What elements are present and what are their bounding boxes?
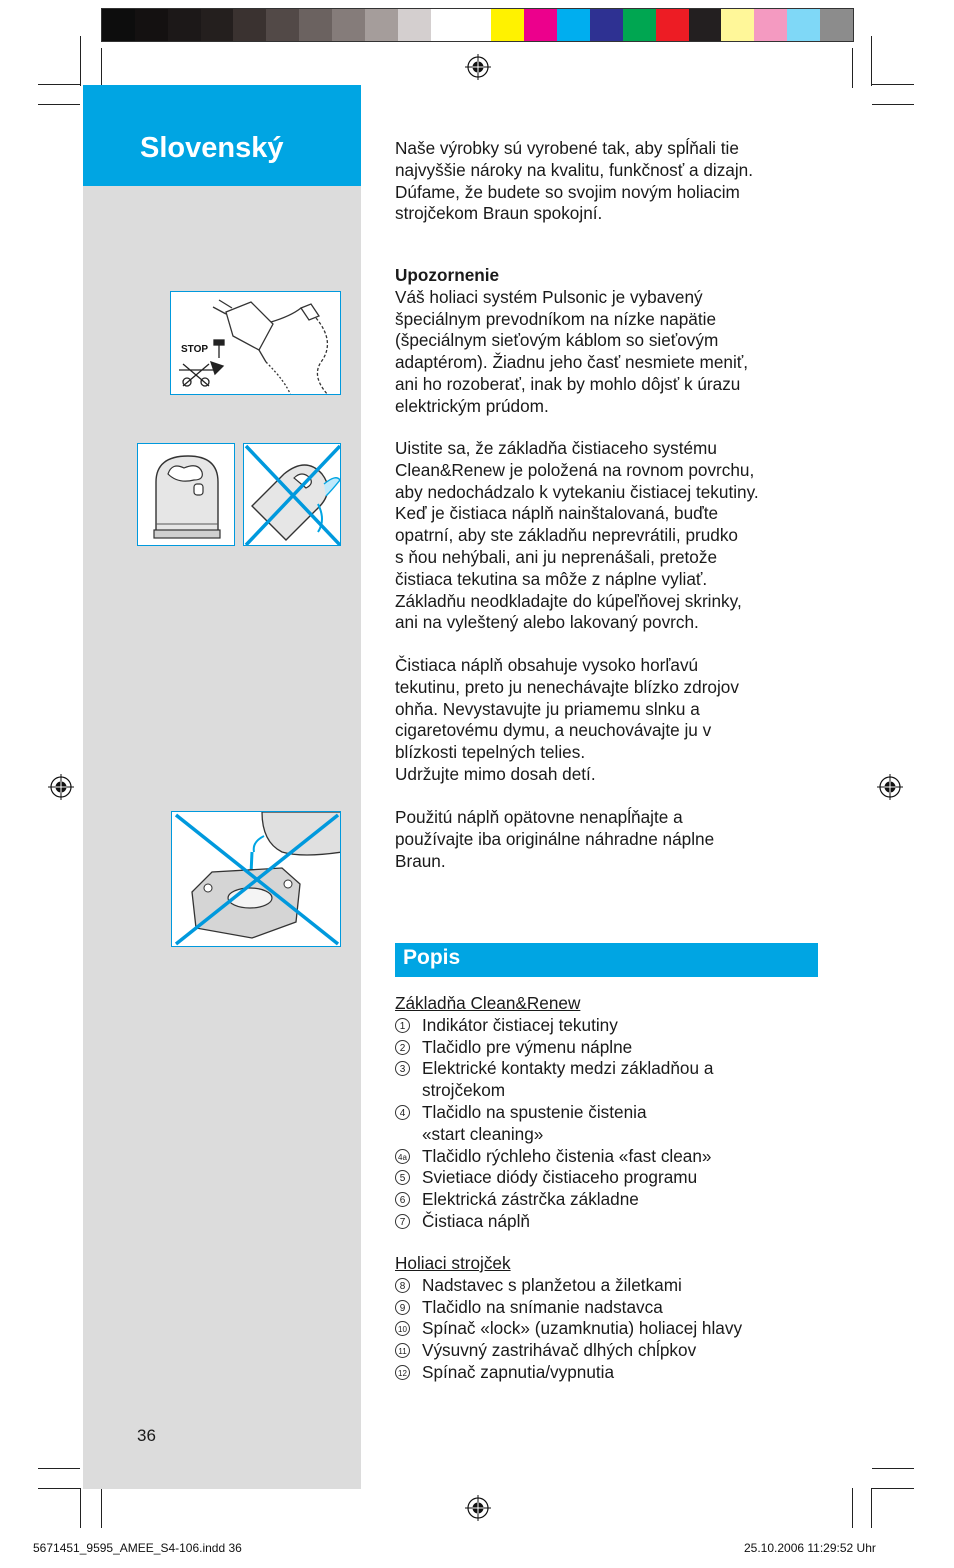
- list-item: [395, 1362, 825, 1384]
- warning-paragraph-4: Použitú náplň opätovne nenapĺňajte a používajte iba originálne náhradne náplne Braun.: [395, 807, 715, 871]
- crop-mark: [80, 1488, 81, 1528]
- adapter-cable-illustration-icon: [171, 292, 341, 395]
- item-number-badge: 1: [395, 1018, 410, 1033]
- color-swatch: [689, 9, 722, 41]
- figure-base-tipped: [243, 443, 341, 546]
- item-number-badge: 9: [395, 1300, 410, 1315]
- crop-mark: [852, 1488, 853, 1528]
- list-item: [395, 1297, 825, 1319]
- list-item: [395, 1058, 825, 1102]
- crop-mark: [871, 36, 872, 86]
- color-swatch: [398, 9, 431, 41]
- shaver-list-heading: Holiaci strojček: [395, 1253, 511, 1273]
- item-text: Indikátor čistiacej tekutiny: [422, 1014, 618, 1035]
- list-item: [395, 1146, 825, 1168]
- color-swatch: [299, 9, 332, 41]
- shaver-parts-list: [395, 1253, 825, 1384]
- list-item: [395, 1102, 825, 1146]
- color-swatch: [590, 9, 623, 41]
- color-swatch: [623, 9, 656, 41]
- figure-refill-crossed: [171, 811, 341, 947]
- item-number-badge: 4a: [395, 1149, 410, 1164]
- color-swatch: [721, 9, 754, 41]
- base-list-heading: Základňa Clean&Renew: [395, 993, 581, 1013]
- color-swatch: [656, 9, 689, 41]
- color-swatch: [332, 9, 365, 41]
- item-text: Tlačidlo na spustenie čistenia «start cleaning»: [422, 1101, 647, 1144]
- crop-mark: [101, 48, 102, 88]
- color-swatch: [365, 9, 398, 41]
- warning-paragraph-1: Váš holiaci systém Pulsonic je vybavený špeciálnym prevodníkom na nízke napätie (špeciálnym sieťovým káblom so sieťovým adaptérom). Žiadnu jeho časť nesmiete meniť, ani ho rozoberať, inak by mohlo dôjsť k úrazu elektrickým prúdom.: [395, 286, 748, 416]
- registration-mark-icon: [877, 774, 903, 800]
- registration-mark-icon: [465, 54, 491, 80]
- crop-mark: [80, 36, 81, 86]
- crop-mark: [871, 1488, 872, 1528]
- list-item: [395, 1037, 825, 1059]
- item-number-badge: 12: [395, 1365, 410, 1380]
- item-number-badge: 2: [395, 1040, 410, 1055]
- color-swatch: [135, 9, 168, 41]
- section-title: Popis: [403, 946, 461, 969]
- item-text: Elektrické kontakty medzi základňou a strojčekom: [422, 1058, 714, 1101]
- crop-mark: [872, 104, 914, 105]
- item-number-badge: 6: [395, 1192, 410, 1207]
- color-swatch: [524, 9, 557, 41]
- page-title: Slovenský: [140, 132, 284, 164]
- intro-paragraph: [395, 138, 825, 225]
- warning-heading: Upozornenie: [395, 265, 500, 285]
- crop-mark: [872, 1468, 914, 1469]
- footer-timestamp: 25.10.2006 11:29:52 Uhr: [744, 1541, 876, 1555]
- crop-mark: [38, 84, 80, 85]
- crop-mark: [38, 1488, 80, 1489]
- list-item: [395, 1167, 825, 1189]
- registration-mark-icon: [48, 774, 74, 800]
- item-number-badge: 7: [395, 1214, 410, 1229]
- registration-mark-icon: [465, 1495, 491, 1521]
- color-swatch: [787, 9, 820, 41]
- item-text: Elektrická zástrčka základne: [422, 1189, 639, 1210]
- color-swatch: [102, 9, 135, 41]
- list-item: [395, 1189, 825, 1211]
- color-swatch: [431, 9, 464, 41]
- cleaning-base-illustration-icon: [138, 444, 235, 546]
- item-text: Nadstavec s planžetou a žiletkami: [422, 1274, 682, 1295]
- page-number: 36: [137, 1426, 156, 1445]
- list-item: [395, 1340, 825, 1362]
- warning-block: [395, 265, 825, 418]
- item-number-badge: 5: [395, 1170, 410, 1185]
- item-text: Tlačidlo rýchleho čistenia «fast clean»: [422, 1145, 712, 1166]
- color-calibration-bar: [101, 8, 854, 42]
- footer-file-info: 5671451_9595_AMEE_S4-106.indd 36: [33, 1541, 242, 1555]
- crop-mark: [852, 48, 853, 88]
- list-item: [395, 1015, 825, 1037]
- base-parts-list: [395, 993, 825, 1233]
- warning-paragraph-4-block: [395, 807, 825, 872]
- intro-text: Naše výrobky sú vyrobené tak, aby spĺňali tie najvyššie nároky na kvalitu, funkčnosť a dizajn. Dúfame, že budete so svojim novým holiacim strojčekom Braun spokojní.: [395, 138, 754, 224]
- item-text: Výsuvný zastrihávač dlhých chĺpkov: [422, 1340, 697, 1361]
- crop-mark: [101, 1488, 102, 1528]
- color-swatch: [754, 9, 787, 41]
- list-item: [395, 1275, 825, 1297]
- crop-mark: [38, 1468, 80, 1469]
- warning-paragraph-2-block: [395, 438, 825, 634]
- list-item: [395, 1211, 825, 1233]
- stop-label: STOP: [181, 344, 209, 355]
- color-swatch: [557, 9, 590, 41]
- color-swatch: [266, 9, 299, 41]
- item-text: Čistiaca náplň: [422, 1210, 530, 1231]
- crop-mark: [872, 84, 914, 85]
- color-swatch: [820, 9, 853, 41]
- item-number-badge: 11: [395, 1343, 410, 1358]
- figure-base-upright: [137, 443, 235, 546]
- tipped-base-crossed-icon: [244, 444, 341, 546]
- refill-cartridge-crossed-icon: [172, 812, 341, 947]
- item-text: Spínač «lock» (uzamknutia) holiacej hlavy: [422, 1318, 743, 1339]
- item-number-badge: 8: [395, 1278, 410, 1293]
- item-number-badge: 10: [395, 1321, 410, 1336]
- item-text: Tlačidlo pre výmenu náplne: [422, 1036, 633, 1057]
- item-text: Tlačidlo na snímanie nadstavca: [422, 1296, 663, 1317]
- item-number-badge: 3: [395, 1061, 410, 1076]
- list-item: [395, 1318, 825, 1340]
- warning-paragraph-3-block: [395, 655, 825, 786]
- color-swatch: [168, 9, 201, 41]
- item-number-badge: 4: [395, 1105, 410, 1120]
- color-bar-gap: [463, 9, 491, 41]
- item-text: Svietiace diódy čistiaceho programu: [422, 1167, 698, 1188]
- warning-paragraph-2: Uistite sa, že základňa čistiaceho systému Clean&Renew je položená na rovnom povrchu, aby nedochádzalo k vytekaniu čistiacej tekutiny. Keď je čistiaca náplň nainštalovaná, buďte opatrní, aby ste základňu neprevrátili, prudko s ňou nehýbali, ani ju neprenášali, pretože čistiaca tekutina sa môže z náplne vyliať. Základňu neodkladajte do kúpeľňovej skrinky, ani na vyleštený alebo lakovaný povrch.: [395, 438, 759, 633]
- color-swatch: [233, 9, 266, 41]
- item-text: Spínač zapnutia/vypnutia: [422, 1361, 615, 1382]
- crop-mark: [38, 104, 80, 105]
- warning-paragraph-3: Čistiaca náplň obsahuje vysoko horľavú tekutinu, preto ju nenechávajte blízko zdrojov ohňa. Nevystavujte ju priamemu slnku a cigaretovému dymu, a neuchovávajte ju v blízkosti tepelných telies. Udržujte mimo dosah detí.: [395, 655, 739, 784]
- color-swatch: [201, 9, 234, 41]
- figure-adapter-warning: [170, 291, 341, 395]
- color-swatch: [491, 9, 524, 41]
- crop-mark: [872, 1488, 914, 1489]
